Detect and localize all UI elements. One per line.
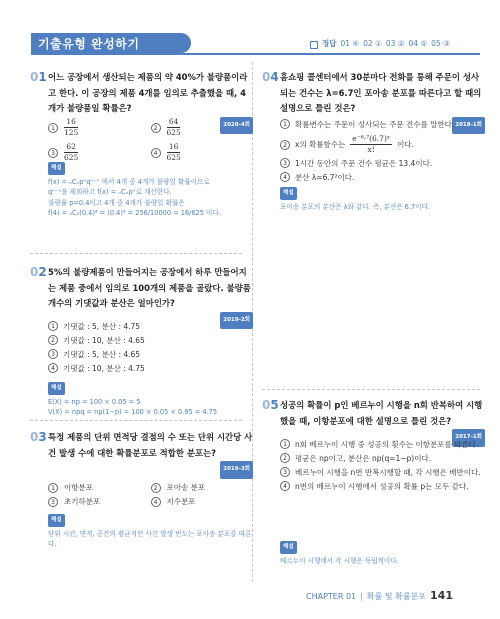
choice-3[interactable]: 3 1시간 동안의 주문 건수 평균은 13.4이다. <box>280 157 490 171</box>
answer-item: 01 ④ <box>340 39 360 48</box>
answer-item: 05 ③ <box>431 39 450 48</box>
answer-key-label: 정답 <box>322 39 337 48</box>
choice-3[interactable]: 3 기댓값 : 5, 분산 : 4.65 <box>48 348 253 362</box>
solution-label: 해설 <box>280 187 297 200</box>
solution-line: qⁿ⁻ˣ을 제외하고 f(x) = ₙCₓpˣ로 계산한다. <box>48 188 172 196</box>
choice-1[interactable]: 1 확률변수는 주문이 성사되는 주문 건수를 말한다. <box>280 118 490 132</box>
choice-4[interactable]: 4 기댓값 : 10, 분산 : 4.75 <box>48 362 253 376</box>
chapter-label: CHAPTER 01 <box>306 592 357 601</box>
problem-number: 05 <box>262 398 279 412</box>
header-rule <box>31 53 480 55</box>
problem-number: 01 <box>30 70 47 84</box>
choice-2[interactable]: 2 평균은 np이고, 분산은 np(q=1−p)이다. <box>280 452 485 466</box>
page-number: 141 <box>430 589 453 602</box>
exam-tag: 2018-1회 <box>452 117 485 135</box>
problem-divider <box>262 389 480 390</box>
problem-02 <box>30 265 251 416</box>
exam-tag: 2020-4회 <box>220 117 253 135</box>
problem-01 <box>30 70 250 250</box>
choice-2[interactable]: 2 기댓값 : 10, 분산 : 4.65 <box>48 334 253 348</box>
solution-line: 단위 시간, 면적, 공간의 평균적인 사건 발생 빈도는 포아송 분포를 따른다. <box>48 529 252 548</box>
problem-number: 02 <box>30 265 47 279</box>
choice-list <box>280 118 490 185</box>
solution-label: 해설 <box>48 382 65 395</box>
choice-list <box>48 117 253 163</box>
choice-3[interactable]: 3 초기하분포 <box>48 496 151 507</box>
problem-question: 특정 제품의 단위 면적당 결점의 수 또는 단위 시간당 사건 발생 수에 대한 확률분포로 적합한 분포는? 2019-3회 <box>48 430 253 479</box>
problem-question: 5%의 불량제품이 만들어지는 공장에서 하루 만들어지는 제품 중에서 임의로 100개의 제품을 골랐다. 불량품 개수의 기댓값과 분산은 얼마인가? 2019-2회 <box>48 265 253 329</box>
page-footer <box>306 589 453 602</box>
choice-4[interactable]: 4 n번의 베르누이 시행에서 성공의 확률 p는 모두 같다. <box>280 480 485 494</box>
solution <box>48 514 258 550</box>
section-name: 확률 및 확률분포 <box>366 592 427 601</box>
problem-03 <box>30 430 253 580</box>
answer-key <box>310 38 450 49</box>
solution-line: f(4) = ₄C₄(0.4)⁴ = (0.4)⁴ = 256/10000 = 16/625 이다. <box>48 209 221 217</box>
choice-3[interactable]: 3 $\frac{62}{625}$ <box>48 142 151 163</box>
choice-1[interactable]: 1 n회 베르누이 시행 중 성공의 횟수는 이항분포를 따른다. <box>280 438 485 452</box>
answer-item: 02 ① <box>363 39 382 48</box>
page-header <box>0 0 500 58</box>
exam-tag: 2019-3회 <box>220 461 253 479</box>
problem-number: 03 <box>30 430 47 444</box>
solution-line: 불량률 p=0.4이고 4개 중 4개가 불량일 확률은 <box>48 198 185 207</box>
solution-label: 해설 <box>48 514 65 527</box>
choice-list <box>280 438 485 494</box>
solution-line: f(x) = ₙCₓpˣqⁿ⁻ˣ 에서 4개 중 4개가 불량일 확률이므로 <box>48 177 210 186</box>
problem-question: 성공의 확률이 p인 베르누이 시행을 n회 반복하여 시행했을 때, 이항분포에 대한 설명으로 틀린 것은? 2017-1회 <box>280 398 485 447</box>
exam-tag: 2017-1회 <box>452 429 485 447</box>
problem-04 <box>262 70 482 210</box>
answer-item: 03 ② <box>385 39 405 48</box>
choice-4[interactable]: 4 지수분포 <box>151 496 254 507</box>
choice-1[interactable]: 1 기댓값 : 5, 분산 : 4.75 <box>48 320 253 334</box>
solution <box>280 187 490 212</box>
solution-line: 베르누이 시행에서 각 시행은 독립적이다. <box>280 556 399 565</box>
solution-line: V(X) = npq = np(1−p) = 100 × 0.05 × 0.95 = 4.75 <box>48 408 218 416</box>
choice-list <box>48 482 253 507</box>
solution <box>48 382 258 418</box>
choice-2[interactable]: 2 $\frac{64}{625}$ <box>151 117 254 138</box>
choice-1[interactable]: 1 $\frac{16}{125}$ <box>48 117 151 138</box>
choice-1[interactable]: 1 이항분포 <box>48 482 151 493</box>
problem-number: 04 <box>262 70 279 84</box>
solution-label: 해설 <box>280 541 297 554</box>
solution-label: 해설 <box>48 162 65 175</box>
footer-separator: | <box>360 592 363 601</box>
problem-question: 어느 공장에서 생산되는 제품의 약 40%가 불량품이라고 한다. 이 공장의 제품 4개를 임의로 추출했을 때, 4개가 불량품일 확률은? 2020-4회 <box>48 70 253 134</box>
solution <box>280 541 490 566</box>
problem-question: 홈쇼핑 콜센터에서 30분마다 전화를 통해 주문이 성사되는 건수는 λ=6.7인 포아송 분포를 따른다고 할 때의 설명으로 틀린 것은? 2018-1회 <box>280 70 485 134</box>
choice-2[interactable]: 2 x의 확률함수는 $\frac{\text{e⁻⁶·⁷(6.7)ˣ}}{x!}$ 이다. <box>280 134 490 155</box>
answer-item: 04 ⑤ <box>408 39 428 48</box>
problem-05 <box>262 398 482 578</box>
choice-2[interactable]: 2 포아송 분포 <box>151 482 254 493</box>
solution-line: 포아송 분포의 분산은 λ와 같다. 즉, 분산은 6.7이다. <box>280 202 430 211</box>
section-title: 기출유형 완성하기 <box>38 37 140 51</box>
exam-tag: 2019-2회 <box>220 312 253 330</box>
lock-icon <box>310 41 318 49</box>
solution <box>48 162 258 219</box>
solution-line: E(X) = np = 100 × 0.05 = 5 <box>48 397 141 406</box>
choice-list <box>48 320 253 376</box>
choice-3[interactable]: 3 베르누이 시행을 n번 반복시행할 때, 각 시행은 배반이다. <box>280 466 485 480</box>
problem-divider <box>30 253 242 254</box>
problem-divider <box>30 420 242 421</box>
choice-4[interactable]: 4 분산 λ=6.7²이다. <box>280 171 490 185</box>
choice-4[interactable]: 4 $\frac{16}{625}$ <box>151 142 254 163</box>
